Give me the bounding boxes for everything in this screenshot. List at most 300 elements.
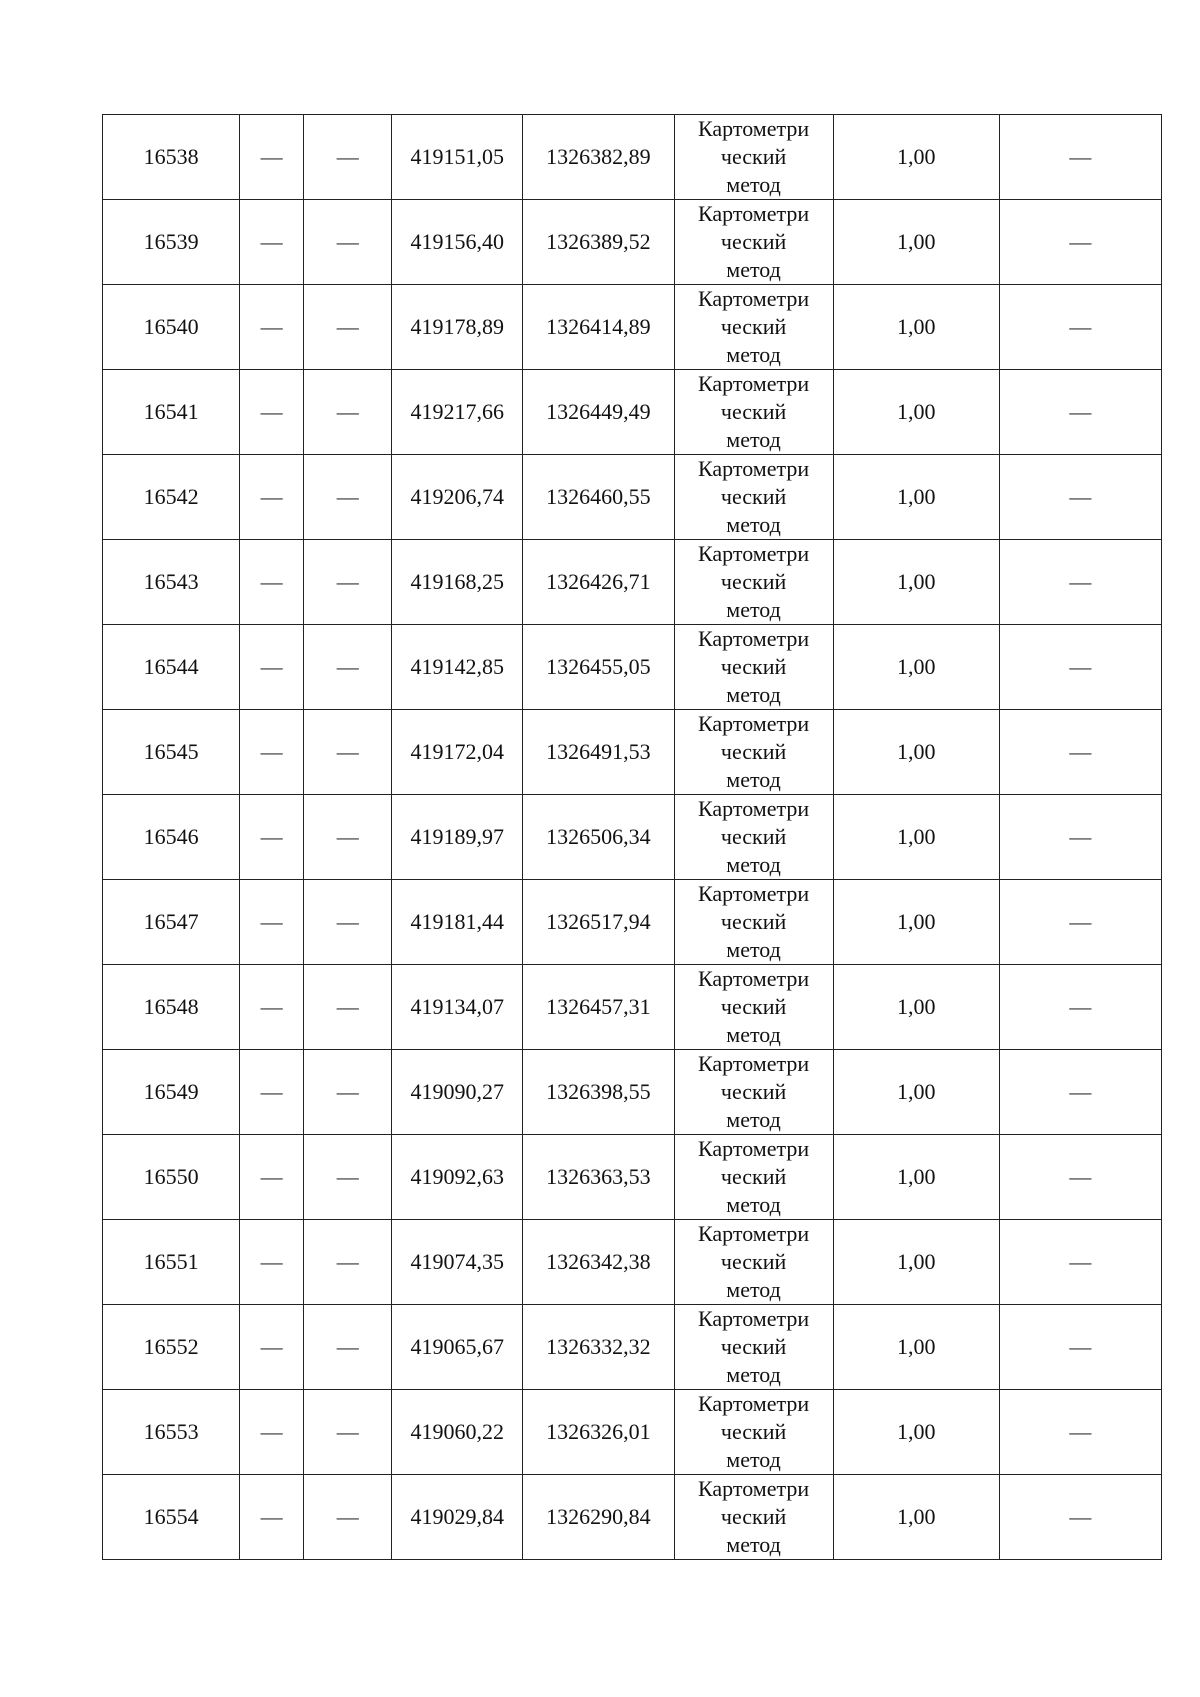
dash-mark: —	[336, 484, 359, 509]
x-coordinate: 419189,97	[410, 824, 505, 849]
dash-mark: —	[1069, 1419, 1092, 1444]
method-text-line-2: ческий	[720, 1249, 787, 1274]
accuracy-value-cell	[833, 285, 999, 370]
y-coordinate: 1326332,32	[546, 1334, 651, 1359]
method-text-line-1: Картометри	[698, 1221, 810, 1246]
accuracy-value: 1,00	[896, 484, 936, 509]
y-coordinate-cell	[523, 115, 674, 200]
empty-cell	[304, 1050, 392, 1135]
accuracy-value: 1,00	[896, 994, 936, 1019]
method-text-line-2: ческий	[720, 1079, 787, 1104]
y-coordinate: 1326449,49	[546, 399, 651, 424]
empty-cell	[999, 880, 1161, 965]
table-row	[103, 370, 1162, 455]
y-coordinate: 1326426,71	[546, 569, 651, 594]
point-number-cell	[103, 795, 240, 880]
method-text-line-3: метод	[726, 767, 781, 792]
accuracy-value-cell	[833, 625, 999, 710]
method-text-line-3: метод	[726, 1532, 781, 1557]
dash-mark: —	[1069, 229, 1092, 254]
method-text-line-1: Картометри	[698, 1306, 810, 1331]
empty-cell	[999, 540, 1161, 625]
empty-cell	[304, 540, 392, 625]
point-number-cell	[103, 625, 240, 710]
x-coordinate: 419134,07	[410, 994, 505, 1019]
point-number-cell	[103, 965, 240, 1050]
x-coordinate-cell	[392, 115, 523, 200]
method-text-line-2: ческий	[720, 654, 787, 679]
accuracy-value: 1,00	[896, 144, 936, 169]
dash-mark: —	[336, 1249, 359, 1274]
point-number: 16539	[143, 229, 199, 254]
y-coordinate: 1326460,55	[546, 484, 651, 509]
dash-mark: —	[336, 994, 359, 1019]
table-row	[103, 1050, 1162, 1135]
method-text-line-1: Картометри	[698, 541, 810, 566]
dash-mark: —	[336, 739, 359, 764]
dash-mark: —	[260, 1334, 283, 1359]
table-row	[103, 115, 1162, 200]
accuracy-value-cell	[833, 795, 999, 880]
accuracy-value: 1,00	[896, 1504, 936, 1529]
table-row	[103, 1305, 1162, 1390]
empty-cell	[240, 795, 304, 880]
empty-cell	[240, 115, 304, 200]
dash-mark: —	[336, 1164, 359, 1189]
y-coordinate: 1326457,31	[546, 994, 651, 1019]
point-number: 16542	[143, 484, 199, 509]
empty-cell	[304, 1390, 392, 1475]
method-text-line-3: метод	[726, 1192, 781, 1217]
table-row	[103, 540, 1162, 625]
method-text-line-1: Картометри	[698, 711, 810, 736]
dash-mark: —	[260, 654, 283, 679]
point-number: 16545	[143, 739, 199, 764]
point-number-cell	[103, 710, 240, 795]
method-cell	[674, 200, 833, 285]
y-coordinate: 1326382,89	[546, 144, 651, 169]
dash-mark: —	[1069, 484, 1092, 509]
dash-mark: —	[260, 994, 283, 1019]
y-coordinate: 1326414,89	[546, 314, 651, 339]
method-cell	[674, 1135, 833, 1220]
method-text-line-3: метод	[726, 342, 781, 367]
method-text-line-1: Картометри	[698, 966, 810, 991]
dash-mark: —	[336, 229, 359, 254]
method-text-line-3: метод	[726, 852, 781, 877]
dash-mark: —	[336, 399, 359, 424]
x-coordinate: 419151,05	[410, 144, 505, 169]
method-text-line-3: метод	[726, 1022, 781, 1047]
y-coordinate-cell	[523, 1135, 674, 1220]
accuracy-value: 1,00	[896, 569, 936, 594]
method-cell	[674, 1475, 833, 1560]
empty-cell	[240, 880, 304, 965]
method-cell	[674, 115, 833, 200]
y-coordinate: 1326363,53	[546, 1164, 651, 1189]
x-coordinate-cell	[392, 625, 523, 710]
empty-cell	[304, 1220, 392, 1305]
y-coordinate: 1326517,94	[546, 909, 651, 934]
y-coordinate-cell	[523, 795, 674, 880]
method-cell	[674, 1305, 833, 1390]
empty-cell	[304, 965, 392, 1050]
accuracy-value: 1,00	[896, 654, 936, 679]
accuracy-value-cell	[833, 200, 999, 285]
method-cell	[674, 370, 833, 455]
dash-mark: —	[336, 1504, 359, 1529]
table-row	[103, 710, 1162, 795]
dash-mark: —	[260, 314, 283, 339]
dash-mark: —	[336, 1334, 359, 1359]
method-text-line-2: ческий	[720, 569, 787, 594]
y-coordinate: 1326398,55	[546, 1079, 651, 1104]
y-coordinate: 1326506,34	[546, 824, 651, 849]
empty-cell	[240, 1220, 304, 1305]
y-coordinate: 1326326,01	[546, 1419, 651, 1444]
method-text-line-1: Картометри	[698, 371, 810, 396]
dash-mark: —	[260, 739, 283, 764]
table-row	[103, 1220, 1162, 1305]
method-text-line-3: метод	[726, 1447, 781, 1472]
method-text-line-1: Картометри	[698, 456, 810, 481]
dash-mark: —	[1069, 739, 1092, 764]
x-coordinate: 419156,40	[410, 229, 505, 254]
accuracy-value: 1,00	[896, 824, 936, 849]
empty-cell	[999, 710, 1161, 795]
point-number: 16544	[143, 654, 199, 679]
method-text-line-1: Картометри	[698, 286, 810, 311]
empty-cell	[304, 795, 392, 880]
method-text-line-1: Картометри	[698, 1051, 810, 1076]
empty-cell	[304, 370, 392, 455]
method-cell	[674, 880, 833, 965]
method-text-line-2: ческий	[720, 314, 787, 339]
dash-mark: —	[1069, 314, 1092, 339]
dash-mark: —	[336, 1079, 359, 1104]
point-number: 16550	[143, 1164, 199, 1189]
x-coordinate: 419178,89	[410, 314, 505, 339]
accuracy-value-cell	[833, 1220, 999, 1305]
accuracy-value: 1,00	[896, 314, 936, 339]
accuracy-value: 1,00	[896, 399, 936, 424]
point-number: 16551	[143, 1249, 199, 1274]
y-coordinate-cell	[523, 1220, 674, 1305]
empty-cell	[304, 1135, 392, 1220]
method-cell	[674, 795, 833, 880]
point-number-cell	[103, 880, 240, 965]
method-text-line-3: метод	[726, 172, 781, 197]
point-number-cell	[103, 370, 240, 455]
method-text-line-2: ческий	[720, 1419, 787, 1444]
coordinates-table	[102, 114, 1162, 1560]
method-text-line-2: ческий	[720, 229, 787, 254]
x-coordinate: 419092,63	[410, 1164, 505, 1189]
table-row	[103, 1390, 1162, 1475]
y-coordinate-cell	[523, 540, 674, 625]
method-cell	[674, 540, 833, 625]
method-text-line-2: ческий	[720, 1504, 787, 1529]
method-cell	[674, 625, 833, 710]
empty-cell	[240, 370, 304, 455]
empty-cell	[240, 1390, 304, 1475]
method-text-line-2: ческий	[720, 1334, 787, 1359]
dash-mark: —	[260, 484, 283, 509]
empty-cell	[304, 1475, 392, 1560]
dash-mark: —	[1069, 144, 1092, 169]
x-coordinate-cell	[392, 710, 523, 795]
empty-cell	[999, 1475, 1161, 1560]
empty-cell	[240, 1135, 304, 1220]
dash-mark: —	[336, 654, 359, 679]
empty-cell	[304, 880, 392, 965]
empty-cell	[240, 455, 304, 540]
dash-mark: —	[260, 909, 283, 934]
y-coordinate-cell	[523, 965, 674, 1050]
empty-cell	[240, 200, 304, 285]
point-number: 16554	[143, 1504, 199, 1529]
accuracy-value: 1,00	[896, 909, 936, 934]
x-coordinate: 419074,35	[410, 1249, 505, 1274]
empty-cell	[304, 710, 392, 795]
point-number: 16553	[143, 1419, 199, 1444]
dash-mark: —	[336, 824, 359, 849]
point-number-cell	[103, 1050, 240, 1135]
empty-cell	[999, 1305, 1161, 1390]
dash-mark: —	[336, 144, 359, 169]
empty-cell	[999, 285, 1161, 370]
method-text-line-1: Картометри	[698, 1391, 810, 1416]
empty-cell	[240, 625, 304, 710]
table-row	[103, 880, 1162, 965]
x-coordinate-cell	[392, 1390, 523, 1475]
table-row	[103, 965, 1162, 1050]
empty-cell	[999, 455, 1161, 540]
accuracy-value: 1,00	[896, 1334, 936, 1359]
y-coordinate-cell	[523, 1305, 674, 1390]
accuracy-value-cell	[833, 1305, 999, 1390]
table-row	[103, 285, 1162, 370]
point-number: 16552	[143, 1334, 199, 1359]
y-coordinate-cell	[523, 710, 674, 795]
x-coordinate: 419172,04	[410, 739, 505, 764]
empty-cell	[304, 115, 392, 200]
accuracy-value: 1,00	[896, 1419, 936, 1444]
dash-mark: —	[260, 1249, 283, 1274]
y-coordinate-cell	[523, 370, 674, 455]
y-coordinate-cell	[523, 200, 674, 285]
x-coordinate: 419217,66	[410, 399, 505, 424]
empty-cell	[999, 625, 1161, 710]
dash-mark: —	[1069, 1504, 1092, 1529]
method-text-line-3: метод	[726, 1277, 781, 1302]
point-number-cell	[103, 1220, 240, 1305]
table-row	[103, 1135, 1162, 1220]
method-text-line-3: метод	[726, 427, 781, 452]
accuracy-value: 1,00	[896, 1249, 936, 1274]
dash-mark: —	[260, 569, 283, 594]
point-number-cell	[103, 200, 240, 285]
x-coordinate-cell	[392, 370, 523, 455]
method-text-line-3: метод	[726, 682, 781, 707]
y-coordinate-cell	[523, 880, 674, 965]
y-coordinate: 1326455,05	[546, 654, 651, 679]
dash-mark: —	[1069, 1164, 1092, 1189]
x-coordinate-cell	[392, 795, 523, 880]
table-row	[103, 625, 1162, 710]
x-coordinate-cell	[392, 1305, 523, 1390]
point-number: 16538	[143, 144, 199, 169]
accuracy-value: 1,00	[896, 1164, 936, 1189]
empty-cell	[240, 1305, 304, 1390]
point-number: 16549	[143, 1079, 199, 1104]
accuracy-value: 1,00	[896, 229, 936, 254]
method-text-line-3: метод	[726, 1362, 781, 1387]
dash-mark: —	[336, 569, 359, 594]
accuracy-value-cell	[833, 710, 999, 795]
x-coordinate: 419142,85	[410, 654, 505, 679]
point-number: 16541	[143, 399, 199, 424]
dash-mark: —	[1069, 654, 1092, 679]
accuracy-value-cell	[833, 1475, 999, 1560]
dash-mark: —	[260, 144, 283, 169]
empty-cell	[240, 285, 304, 370]
x-coordinate: 419029,84	[410, 1504, 505, 1529]
method-text-line-3: метод	[726, 512, 781, 537]
accuracy-value: 1,00	[896, 739, 936, 764]
x-coordinate: 419060,22	[410, 1419, 505, 1444]
method-text-line-2: ческий	[720, 399, 787, 424]
dash-mark: —	[336, 314, 359, 339]
point-number-cell	[103, 1305, 240, 1390]
x-coordinate-cell	[392, 285, 523, 370]
empty-cell	[999, 115, 1161, 200]
y-coordinate: 1326342,38	[546, 1249, 651, 1274]
x-coordinate: 419065,67	[410, 1334, 505, 1359]
empty-cell	[999, 370, 1161, 455]
method-text-line-3: метод	[726, 597, 781, 622]
empty-cell	[999, 1390, 1161, 1475]
method-text-line-2: ческий	[720, 484, 787, 509]
empty-cell	[999, 200, 1161, 285]
x-coordinate-cell	[392, 1050, 523, 1135]
dash-mark: —	[260, 1164, 283, 1189]
x-coordinate: 419206,74	[410, 484, 505, 509]
x-coordinate-cell	[392, 1475, 523, 1560]
accuracy-value-cell	[833, 370, 999, 455]
empty-cell	[240, 1475, 304, 1560]
method-text-line-1: Картометри	[698, 796, 810, 821]
accuracy-value-cell	[833, 1135, 999, 1220]
method-cell	[674, 455, 833, 540]
accuracy-value-cell	[833, 965, 999, 1050]
dash-mark: —	[260, 824, 283, 849]
table-row	[103, 200, 1162, 285]
dash-mark: —	[260, 1079, 283, 1104]
method-text-line-2: ческий	[720, 994, 787, 1019]
dash-mark: —	[336, 1419, 359, 1444]
empty-cell	[240, 965, 304, 1050]
method-text-line-3: метод	[726, 1107, 781, 1132]
method-text-line-2: ческий	[720, 144, 787, 169]
y-coordinate-cell	[523, 1475, 674, 1560]
y-coordinate: 1326389,52	[546, 229, 651, 254]
empty-cell	[240, 1050, 304, 1135]
dash-mark: —	[1069, 909, 1092, 934]
y-coordinate-cell	[523, 455, 674, 540]
accuracy-value-cell	[833, 1050, 999, 1135]
method-text-line-3: метод	[726, 257, 781, 282]
method-cell	[674, 285, 833, 370]
x-coordinate-cell	[392, 965, 523, 1050]
dash-mark: —	[1069, 399, 1092, 424]
dash-mark: —	[260, 1419, 283, 1444]
method-text-line-1: Картометри	[698, 1476, 810, 1501]
empty-cell	[304, 1305, 392, 1390]
accuracy-value-cell	[833, 880, 999, 965]
point-number-cell	[103, 115, 240, 200]
dash-mark: —	[1069, 569, 1092, 594]
method-cell	[674, 1220, 833, 1305]
point-number-cell	[103, 540, 240, 625]
point-number: 16548	[143, 994, 199, 1019]
y-coordinate-cell	[523, 625, 674, 710]
method-cell	[674, 965, 833, 1050]
accuracy-value-cell	[833, 455, 999, 540]
dash-mark: —	[1069, 824, 1092, 849]
empty-cell	[304, 285, 392, 370]
dash-mark: —	[1069, 1249, 1092, 1274]
method-cell	[674, 1050, 833, 1135]
point-number: 16540	[143, 314, 199, 339]
point-number-cell	[103, 285, 240, 370]
method-text-line-2: ческий	[720, 739, 787, 764]
empty-cell	[999, 1050, 1161, 1135]
empty-cell	[240, 710, 304, 795]
dash-mark: —	[1069, 1334, 1092, 1359]
method-cell	[674, 710, 833, 795]
table-body	[103, 115, 1162, 1560]
method-text-line-1: Картометри	[698, 1136, 810, 1161]
x-coordinate: 419090,27	[410, 1079, 505, 1104]
x-coordinate-cell	[392, 880, 523, 965]
dash-mark: —	[1069, 994, 1092, 1019]
point-number: 16543	[143, 569, 199, 594]
empty-cell	[999, 795, 1161, 880]
y-coordinate: 1326290,84	[546, 1504, 651, 1529]
accuracy-value-cell	[833, 540, 999, 625]
method-text-line-2: ческий	[720, 824, 787, 849]
point-number-cell	[103, 1390, 240, 1475]
method-text-line-1: Картометри	[698, 201, 810, 226]
table-row	[103, 455, 1162, 540]
point-number-cell	[103, 1135, 240, 1220]
point-number: 16546	[143, 824, 199, 849]
empty-cell	[999, 965, 1161, 1050]
y-coordinate-cell	[523, 1050, 674, 1135]
y-coordinate-cell	[523, 1390, 674, 1475]
dash-mark: —	[260, 229, 283, 254]
table-row	[103, 795, 1162, 880]
empty-cell	[999, 1135, 1161, 1220]
dash-mark: —	[260, 1504, 283, 1529]
point-number-cell	[103, 455, 240, 540]
dash-mark: —	[260, 399, 283, 424]
empty-cell	[304, 200, 392, 285]
point-number: 16547	[143, 909, 199, 934]
dash-mark: —	[336, 909, 359, 934]
x-coordinate-cell	[392, 1135, 523, 1220]
